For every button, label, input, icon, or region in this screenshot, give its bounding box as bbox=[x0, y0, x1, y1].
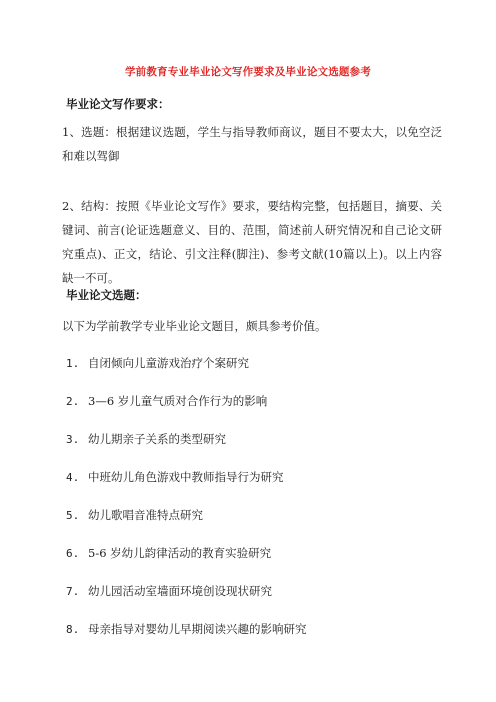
list-item bbox=[66, 621, 307, 637]
list-item-number: 3. bbox=[66, 433, 80, 446]
requirement-2-text: 2、结构：按照《毕业论文写作》要求，要结构完整，包括题目，摘要、关键词、前言(论证选题意义、目的、范围，简述前人研究情况和自己论文研究重点)、正文，结论、引文注释(脚注)、参考文献(10篇以上)。以上内容缺一不可。 bbox=[62, 199, 442, 285]
list-item-number: 5. bbox=[66, 509, 80, 522]
list-item-text: 3—6 岁儿童气质对合作行为的影响 bbox=[88, 394, 268, 408]
list-item bbox=[66, 393, 267, 409]
list-item bbox=[66, 507, 203, 523]
list-item bbox=[66, 469, 284, 485]
list-item-number: 2. bbox=[66, 395, 80, 408]
list-item-number: 1. bbox=[66, 357, 80, 370]
requirement-paragraph-2 bbox=[62, 194, 442, 290]
requirements-heading: 毕业论文写作要求： bbox=[66, 97, 170, 111]
list-item-text: 中班幼儿角色游戏中教师指导行为研究 bbox=[88, 470, 284, 484]
list-item-number: 6. bbox=[66, 547, 80, 560]
list-item bbox=[66, 355, 249, 371]
list-item-number: 8. bbox=[66, 623, 80, 636]
list-item-text: 母亲指导对婴幼儿早期阅读兴趣的影响研究 bbox=[88, 622, 307, 636]
list-item bbox=[66, 583, 272, 599]
requirement-1-text: 1、选题：根据建议选题，学生与指导教师商议，题目不要太大，以免空泛和难以驾御 bbox=[62, 125, 442, 163]
list-item-text: 幼儿期亲子关系的类型研究 bbox=[88, 432, 226, 446]
list-item-text: 幼儿园活动室墙面环境创设现状研究 bbox=[88, 584, 272, 598]
list-item-text: 自闭倾向儿童游戏治疗个案研究 bbox=[88, 356, 249, 370]
topics-intro: 以下为学前教学专业毕业论文题目，颇具参考价值。 bbox=[62, 319, 327, 333]
list-item-number: 7. bbox=[66, 585, 80, 598]
list-item bbox=[66, 431, 226, 447]
document-title: 学前教育专业毕业论文写作要求及毕业论文选题参考 bbox=[124, 66, 372, 78]
topics-heading: 毕业论文选题： bbox=[66, 288, 147, 302]
list-item-number: 4. bbox=[66, 471, 80, 484]
list-item bbox=[66, 545, 271, 561]
requirement-paragraph-1 bbox=[62, 120, 442, 168]
list-item-text: 幼儿歌唱音准特点研究 bbox=[88, 508, 203, 522]
list-item-text: 5-6 岁幼儿韵律活动的教育实验研究 bbox=[88, 546, 272, 560]
